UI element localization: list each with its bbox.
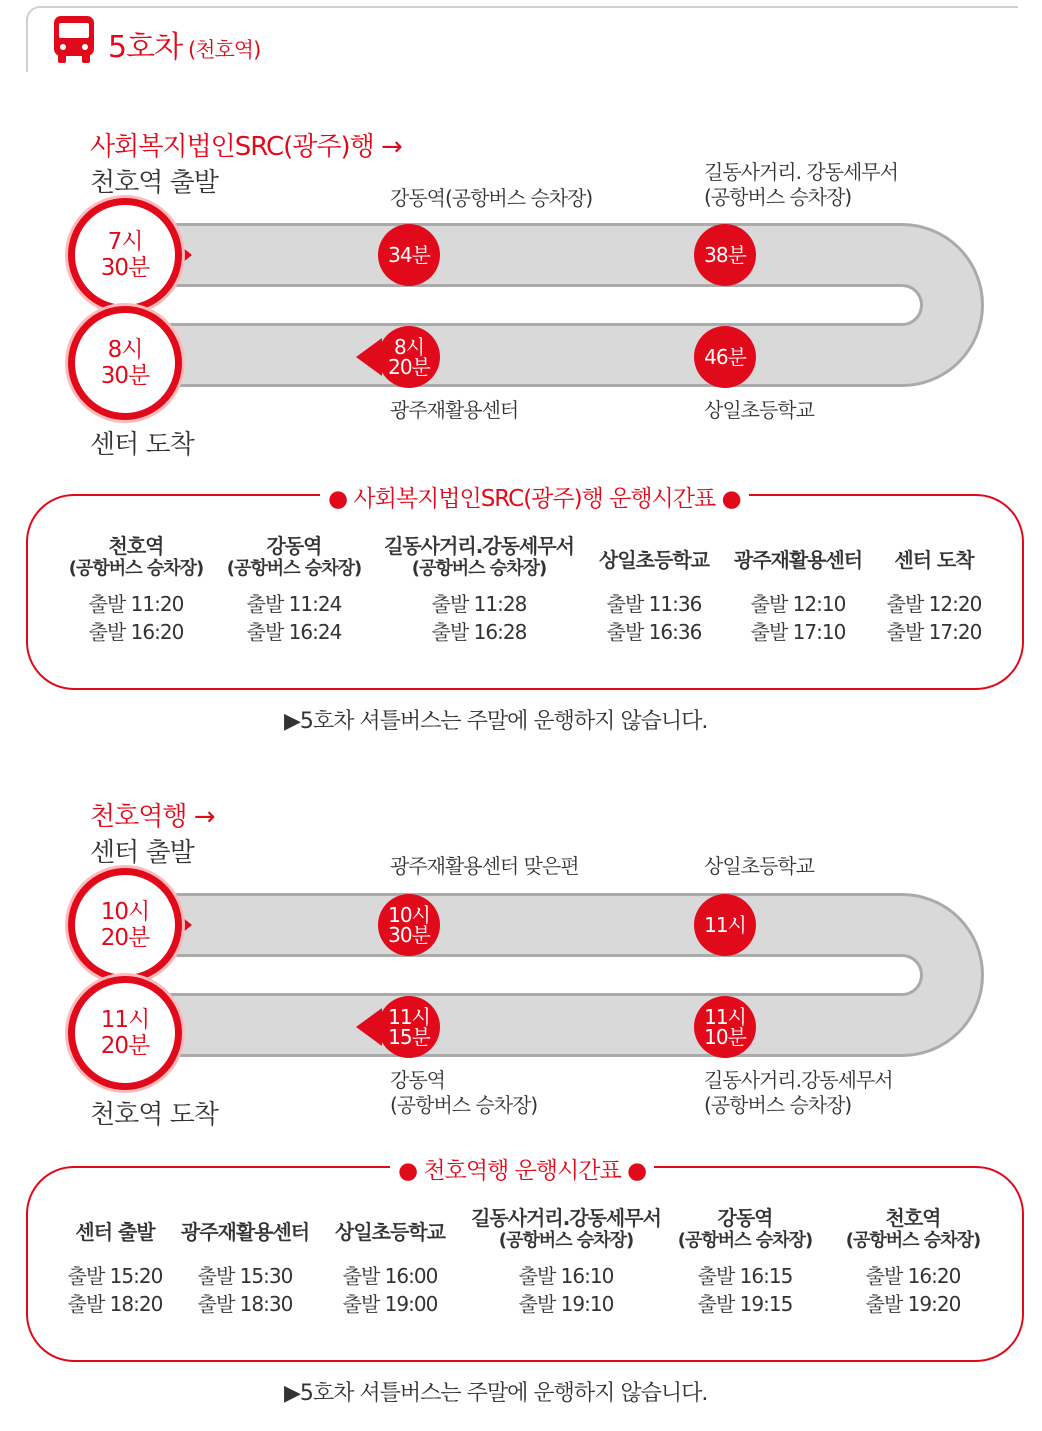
stop-time: 8시 [393, 335, 425, 359]
end-minute: 20분 [100, 1033, 150, 1059]
col-sub: (공항버스 승차장) [677, 1230, 813, 1251]
stop-name: 길동사거리.강동세무서 [704, 1068, 893, 1092]
col-head: 상일초등학교 [335, 1220, 445, 1244]
col-head: 센터 출발 [75, 1220, 155, 1244]
table-title-text: 천호역행 운행시간표 [423, 1158, 621, 1184]
stop-name: 강동역 [390, 1068, 445, 1092]
route2-stop2-name [704, 854, 814, 879]
col-time: 출발 18:30 [197, 1292, 293, 1316]
col-time: 출발 18:20 [67, 1292, 163, 1316]
route2-stop3-time [694, 996, 756, 1058]
col-time: 출발 16:28 [431, 620, 527, 644]
col-time: 출발 17:20 [886, 620, 982, 644]
route1-start-label: 천호역 출발 [90, 168, 218, 198]
route2-col-2 [320, 1220, 460, 1318]
col-time: 출발 16:20 [88, 620, 184, 644]
col-time: 출발 11:36 [606, 592, 702, 616]
col-time: 출발 11:24 [246, 592, 342, 616]
route2-stop4-time [378, 996, 440, 1058]
col-time: 출발 16:20 [865, 1264, 961, 1288]
route2-start-time [68, 868, 182, 982]
stop-name: 상일초등학교 [704, 854, 814, 878]
route2-timetable-title: ● 천호역행 운행시간표 ● [390, 1152, 654, 1185]
col-head: 길동사거리.강동세무서 [471, 1206, 661, 1230]
col-time: 출발 15:20 [67, 1264, 163, 1288]
col-time: 출발 16:00 [342, 1264, 438, 1288]
end-hour: 11시 [100, 1007, 150, 1033]
stop-time: 10시 [388, 903, 430, 927]
table-title-text: 사회복지법인SRC(광주)행 운행시간표 [353, 486, 716, 512]
route2-end-time [68, 976, 182, 1090]
col-time: 출발 12:10 [750, 592, 846, 616]
stop-time: 30분 [388, 923, 430, 947]
title-text: 5호차 [108, 30, 183, 65]
col-head: 광주재활용센터 [180, 1220, 310, 1244]
start-minute: 30분 [100, 255, 150, 281]
route1-end-label: 센터 도착 [90, 430, 194, 460]
route2-stop1-name [390, 854, 579, 879]
stop-name: (공항버스 승차장) [390, 1093, 538, 1117]
route1-note: ▶5호차 셔틀버스는 주말에 운행하지 않습니다. [284, 709, 708, 734]
route1-timetable-title: ● 사회복지법인SRC(광주)행 운행시간표 ● [320, 480, 749, 513]
end-minute: 30분 [100, 363, 150, 389]
col-head: 천호역 [885, 1206, 941, 1230]
col-head: 광주재활용센터 [733, 548, 863, 572]
start-minute: 20분 [100, 925, 150, 951]
stop-name: (공항버스 승차장) [704, 1093, 852, 1117]
col-time: 출발 19:20 [865, 1292, 961, 1316]
col-head: 길동사거리.강동세무서 [384, 534, 574, 558]
col-sub: (공항버스 승차장) [68, 558, 204, 579]
col-time: 출발 15:30 [197, 1264, 293, 1288]
route2-direction: 천호역행 → [90, 802, 215, 832]
end-hour: 8시 [107, 337, 143, 363]
route2-col-0 [50, 1220, 180, 1318]
col-time: 출발 19:15 [697, 1292, 793, 1316]
route2-stop3-name [704, 1068, 893, 1118]
route2-col-4 [660, 1206, 830, 1318]
col-time: 출발 19:00 [342, 1292, 438, 1316]
col-time: 출발 16:10 [518, 1264, 614, 1288]
stop-time: 10분 [704, 1025, 746, 1049]
stop-time: 38분 [704, 243, 746, 267]
route2-col-1 [170, 1220, 320, 1318]
col-time: 출발 19:10 [518, 1292, 614, 1316]
route2-start-label: 센터 출발 [90, 838, 194, 868]
col-time: 출발 11:28 [431, 592, 527, 616]
start-hour: 10시 [100, 899, 150, 925]
col-time: 출발 16:15 [697, 1264, 793, 1288]
col-head: 강동역 [266, 534, 322, 558]
stop-time: 34분 [388, 243, 430, 267]
col-head: 센터 도착 [894, 548, 974, 572]
route2-end-label: 천호역 도착 [90, 1100, 218, 1130]
col-sub: (공항버스 승차장) [411, 558, 547, 579]
stop-name: 광주재활용센터 맞은편 [390, 854, 579, 878]
title-subtitle: (천호역) [188, 38, 261, 62]
col-head: 강동역 [717, 1206, 773, 1230]
stop-time: 20분 [388, 355, 430, 379]
stop-name: 길동사거리. 강동세무서 [704, 160, 898, 184]
col-time: 출발 17:10 [750, 620, 846, 644]
route2-stop4-name [390, 1068, 537, 1118]
col-sub: (공항버스 승차장) [226, 558, 362, 579]
stop-name: 상일초등학교 [704, 398, 814, 422]
col-head: 상일초등학교 [599, 548, 709, 572]
col-time: 출발 16:36 [606, 620, 702, 644]
col-sub: (공항버스 승차장) [845, 1230, 981, 1251]
col-head: 천호역 [108, 534, 164, 558]
route1-direction: 사회복지법인SRC(광주)행 → [90, 132, 402, 162]
stop-name: 광주재활용센터 [390, 398, 519, 422]
col-time: 출발 16:24 [246, 620, 342, 644]
col-time: 출발 12:20 [886, 592, 982, 616]
start-hour: 7시 [107, 229, 143, 255]
stop-time: 11시 [704, 913, 746, 937]
route2-note: ▶5호차 셔틀버스는 주말에 운행하지 않습니다. [284, 1381, 708, 1406]
col-time: 출발 11:20 [88, 592, 184, 616]
route2-col-5 [828, 1206, 998, 1318]
route2-col-3 [460, 1206, 672, 1318]
col-sub: (공항버스 승차장) [498, 1230, 634, 1251]
route2-stop2-time [694, 894, 756, 956]
stop-time: 46분 [704, 345, 746, 369]
route2-stop1-time [378, 894, 440, 956]
stop-name: (공항버스 승차장) [704, 185, 852, 209]
stop-time: 11시 [388, 1005, 430, 1029]
stop-time: 11시 [704, 1005, 746, 1029]
stop-time: 15분 [388, 1025, 430, 1049]
stop-name: 강동역(공항버스 승차장) [390, 186, 593, 210]
